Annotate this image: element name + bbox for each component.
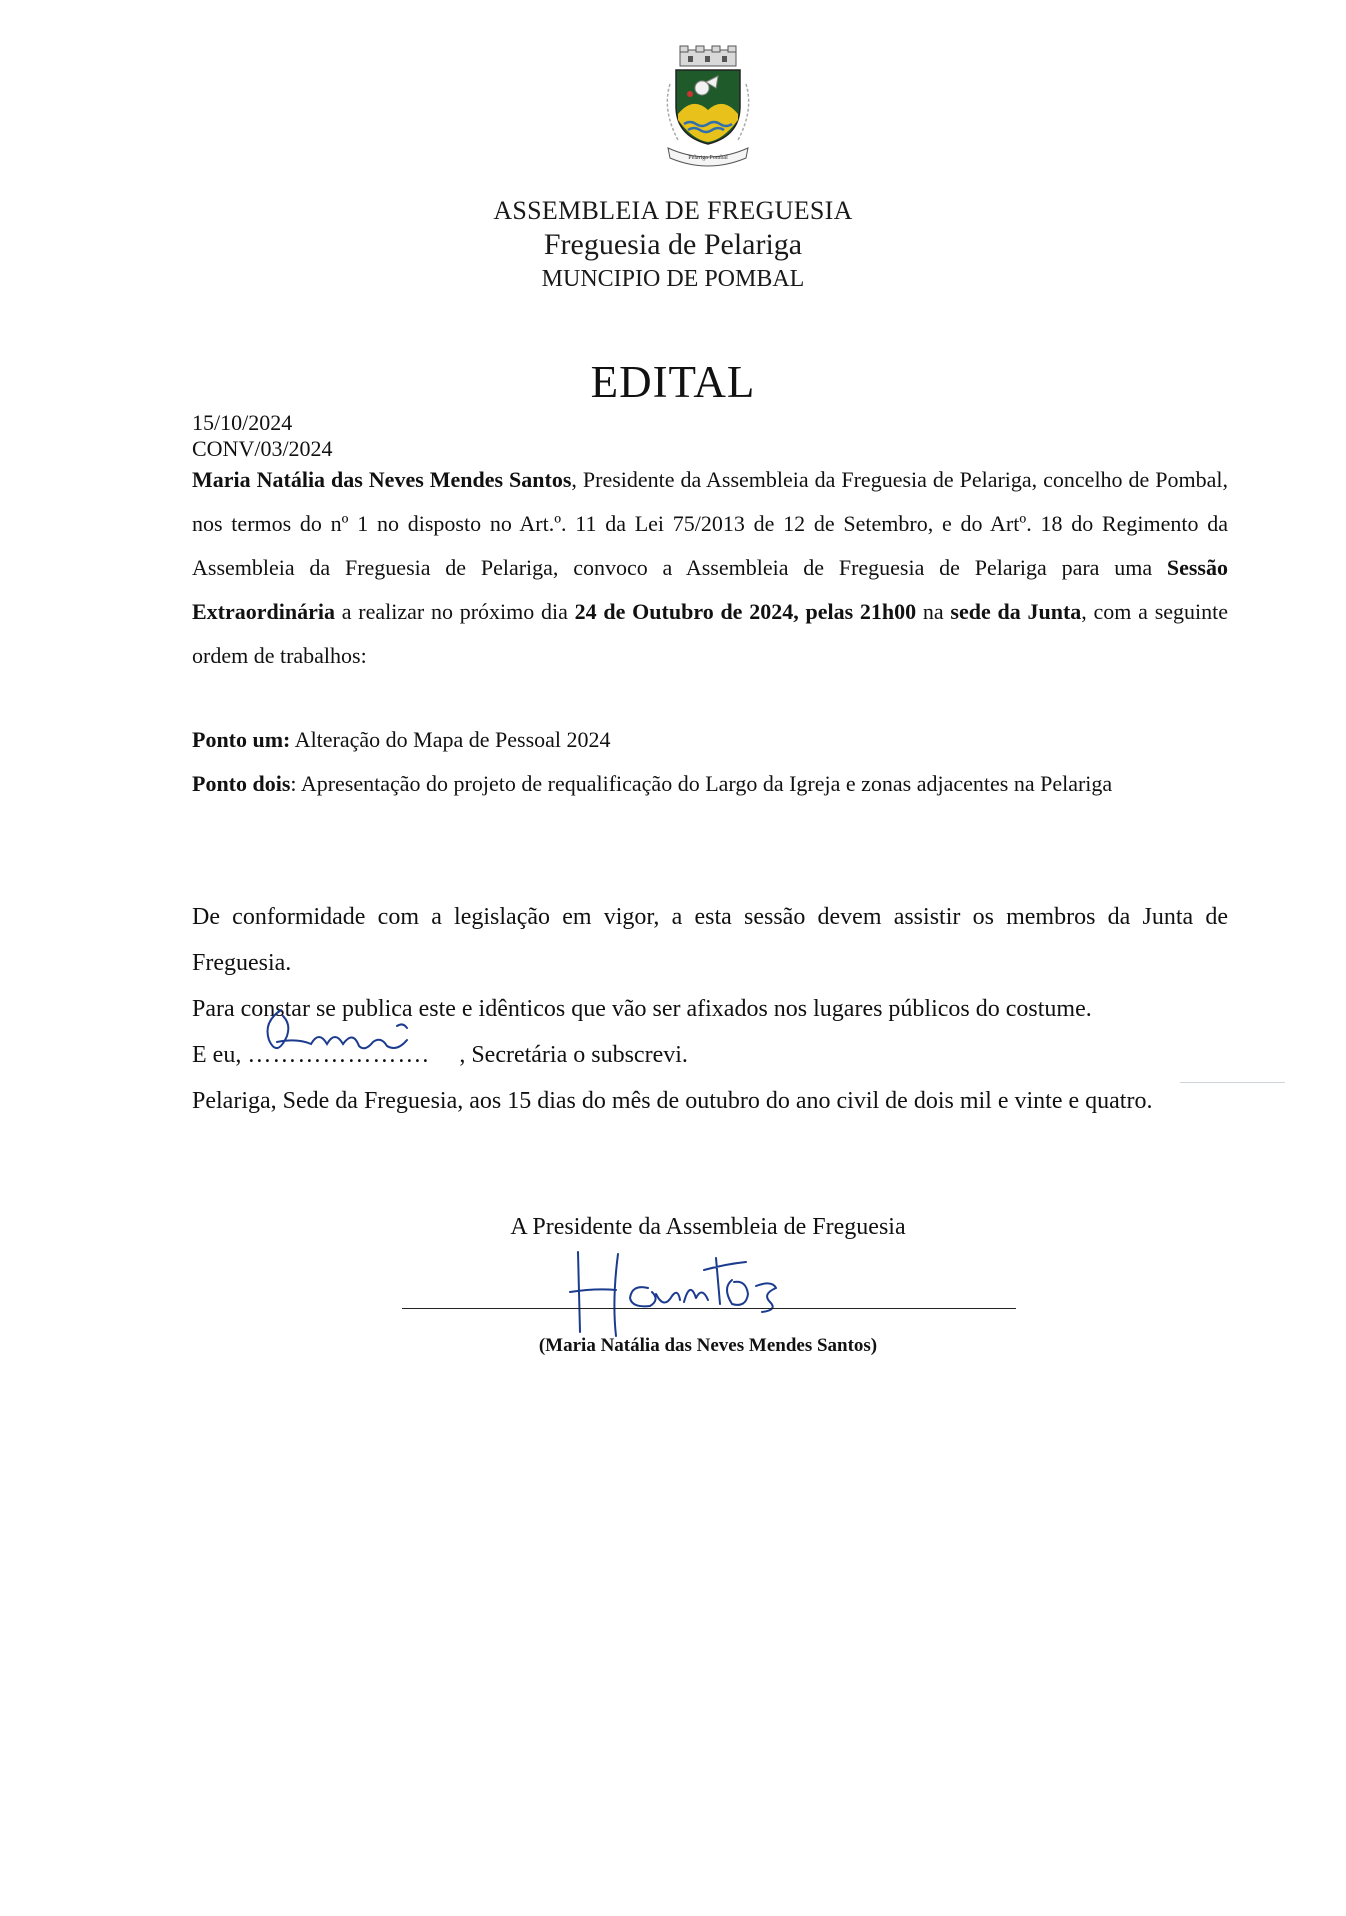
session-type: Sessão Extraordinária (192, 555, 1228, 624)
secretary-suffix: , Secretária o subscrevi. (459, 1042, 688, 1068)
secretary-prefix: E eu, (192, 1042, 248, 1068)
agenda-item-text: : Apresentação do projeto de requalificação do Largo da Igreja e zonas adjacentes na Pelariga (290, 771, 1113, 796)
secretary-dots: …………………. (247, 1042, 430, 1068)
agenda-item-label: Ponto um: (192, 727, 291, 752)
agenda-item-label: Ponto dois (192, 771, 291, 796)
signature-line (402, 1308, 1016, 1309)
parish-crest-icon (648, 44, 768, 169)
crest-scroll-text: Pelariga Pombal (688, 155, 728, 161)
na-text: na (916, 599, 951, 624)
intro-text: , Presidente da Assembleia da Freguesia de Pelariga, concelho de Pombal, nos termos do nº 1 no disposto no Art.º. 11 da Lei 75/2013 de 12 de Setembro, e do Artº. 18 do Regimento da Assembleia da Freguesia de Pelariga, convoco a Assembleia de Freguesia de Pelariga para uma (192, 467, 1228, 580)
secretary-signature (247, 1032, 459, 1068)
parish-heading: Freguesia de Pelariga (543, 228, 803, 261)
document-reference: CONV/03/2024 (192, 436, 333, 461)
outro-text: , com a seguinte ordem de trabalhos: (192, 599, 1229, 668)
publication-text: Para constar se publica este e idênticos que vão ser afixados nos lugares públicos do costume. (192, 996, 1092, 1022)
assembly-heading: ASSEMBLEIA DE FREGUESIA (493, 196, 853, 225)
president-signature-icon (556, 1240, 796, 1340)
conformity-text: De conformidade com a legislação em vigor, a esta sessão devem assistir os membros da Junta de Freguesia. (192, 904, 1228, 976)
agenda-item (192, 762, 1228, 806)
municipality-heading: MUNCIPIO DE POMBAL (541, 266, 805, 292)
signatory-role: A Presidente da Assembleia de Freguesia (510, 1214, 906, 1240)
document-date: 15/10/2024 (192, 410, 293, 435)
secretary-line (192, 1032, 1228, 1078)
scan-artifact-line (1180, 1082, 1285, 1083)
session-venue: sede da Junta (950, 599, 1082, 624)
signer-name: (Maria Natália das Neves Mendes Santos) (538, 1335, 878, 1356)
convocation-paragraph (192, 458, 1228, 678)
place-date-text: Pelariga, Sede da Freguesia, aos 15 dias do mês de outubro do ano civil de dois mil e vinte e quatro. (192, 1088, 1153, 1114)
mid-text: a realizar no próximo dia (335, 599, 575, 624)
agenda-list (192, 718, 1228, 806)
closing-block (192, 894, 1228, 1124)
agenda-item-text: Alteração do Mapa de Pessoal 2024 (290, 727, 611, 752)
agenda-item (192, 718, 1228, 762)
document-title: EDITAL (590, 357, 756, 407)
president-name: Maria Natália das Neves Mendes Santos (192, 467, 572, 492)
secretary-signature-icon (247, 1000, 467, 1070)
session-datetime: 24 de Outubro de 2024, pelas 21h00 (574, 599, 917, 624)
